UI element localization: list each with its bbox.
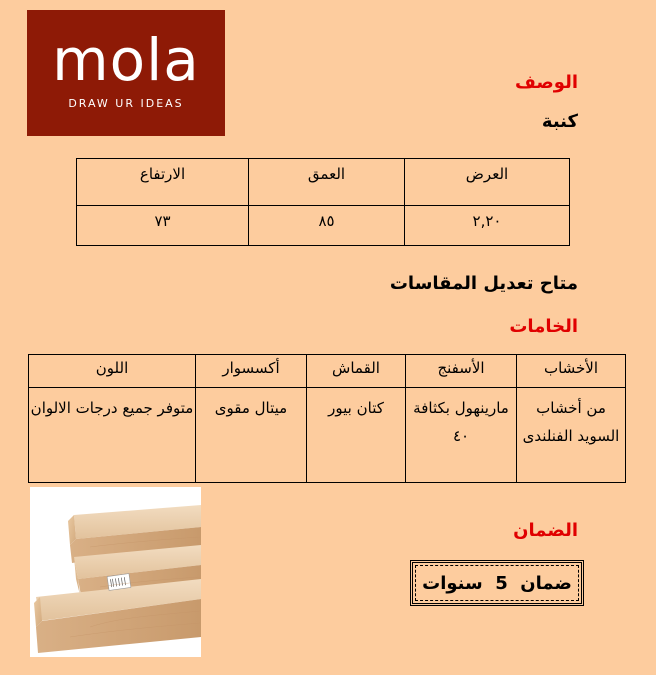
mat-header-color: اللون: [29, 355, 196, 388]
warranty-value: ضمان 5 سنوات: [422, 572, 572, 594]
description-value: كنبة: [541, 111, 578, 132]
dim-header-height: الارتفاع: [77, 159, 249, 206]
dim-value-width: ٢,٢٠: [405, 206, 570, 246]
mat-header-fabric: القماش: [307, 355, 406, 388]
dim-value-height: ٧٣: [77, 206, 249, 246]
warranty-badge: [410, 560, 584, 606]
mat-header-foam: الأسفنج: [406, 355, 517, 388]
dim-value-depth: ٨٥: [249, 206, 405, 246]
materials-heading: الخامات: [509, 316, 578, 337]
description-heading: الوصف: [514, 72, 578, 93]
dim-header-width: العرض: [405, 159, 570, 206]
mat-value-color: متوفر جميع درجات الالوان: [29, 388, 196, 483]
custom-sizes-note: متاح تعديل المقاسات: [389, 273, 578, 294]
wood-planks-photo: [30, 487, 201, 657]
dim-header-depth: العمق: [249, 159, 405, 206]
logo-tagline: DRAW UR IDEAS: [68, 96, 184, 110]
mat-value-accessory: ميتال مقوى: [196, 388, 307, 483]
materials-table: [28, 354, 626, 483]
brand-logo: [27, 10, 225, 136]
wood-planks-image: [30, 487, 201, 657]
mat-value-fabric: كتان بيور: [307, 388, 406, 483]
dimensions-table: [76, 158, 570, 246]
logo-wordmark: mola: [52, 25, 200, 94]
mat-value-foam: مارينهول بكثافة ٤٠: [406, 388, 517, 483]
mat-header-wood: الأخشاب: [517, 355, 626, 388]
mat-value-wood: من أخشاب السويد الفنلندى: [517, 388, 626, 483]
mat-header-accessory: أكسسوار: [196, 355, 307, 388]
warranty-heading: الضمان: [513, 520, 578, 541]
